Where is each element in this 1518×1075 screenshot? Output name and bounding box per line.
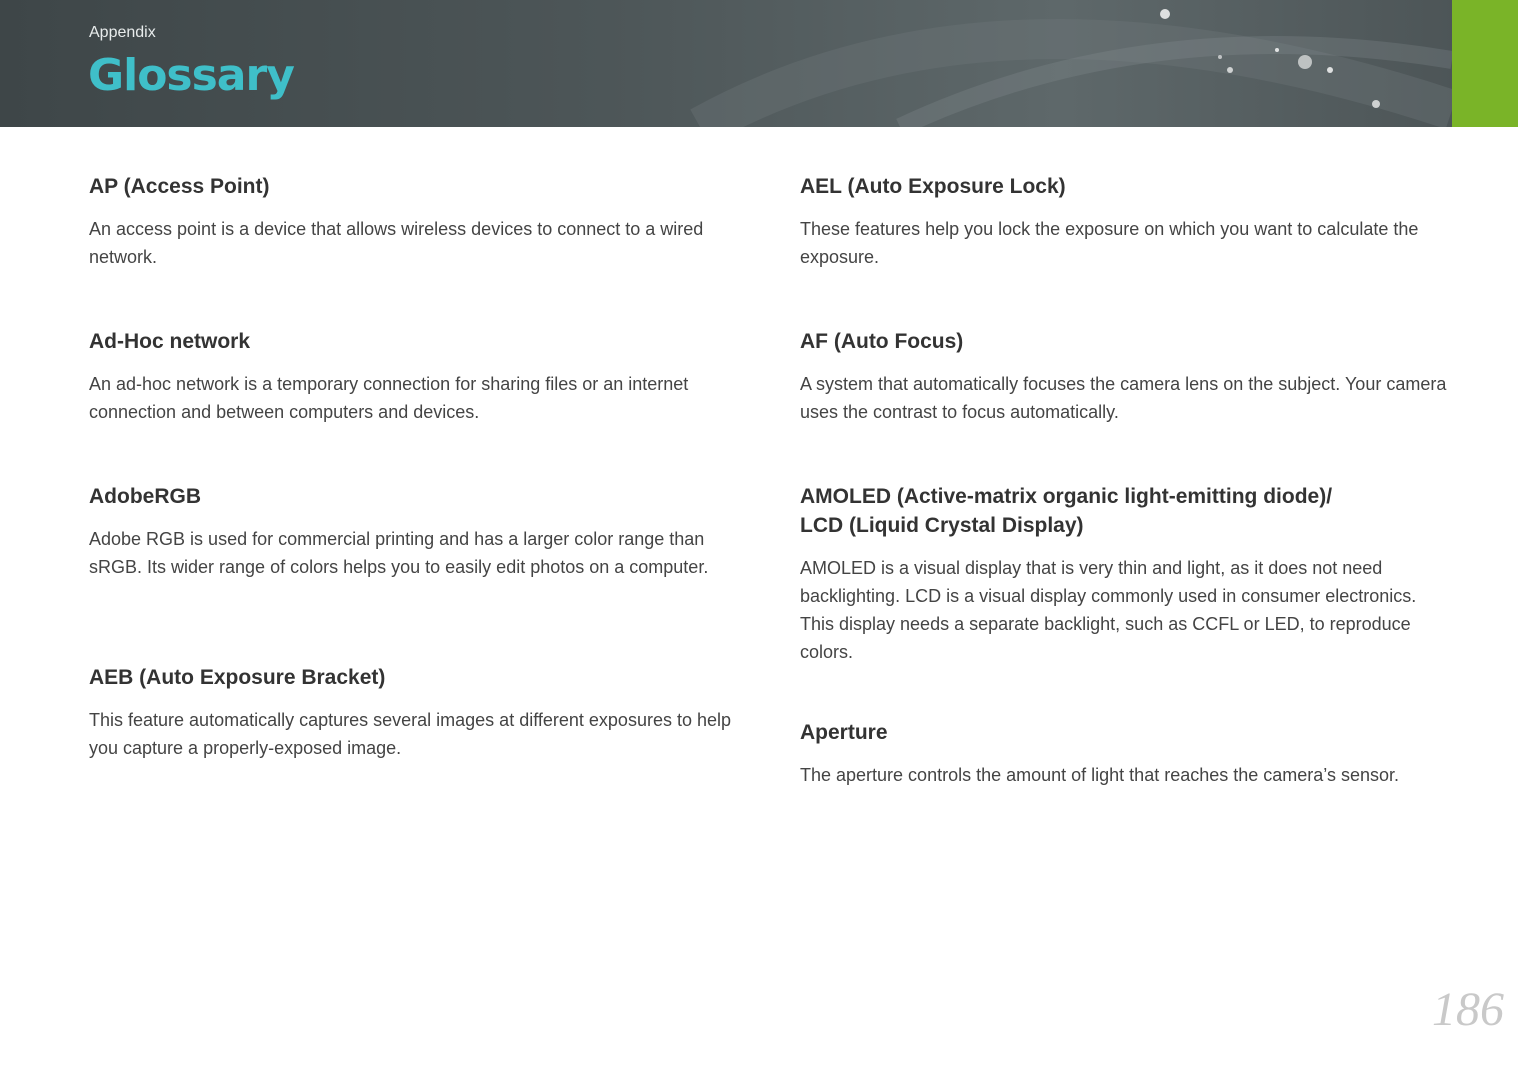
term-title: AdobeRGB [89,485,201,508]
term-description: AMOLED is a visual display that is very thin and light, as it does not need backlighting. LCD is a visual display commonly used in consumer electronics. This display needs a separate backlight, such as CCFL or LED, to reproduce colors. [800,558,1417,662]
glossary-entry [89,327,739,482]
term-title: AF (Auto Focus) [800,330,964,353]
term-title: AEB (Auto Exposure Bracket) [89,666,386,689]
term-title: AP (Access Point) [89,175,270,198]
glossary-entry [89,482,739,663]
term-title: AEL (Auto Exposure Lock) [800,175,1066,198]
glossary-entry [800,718,1450,789]
page-title: Glossary [88,50,294,101]
glossary-entry [800,327,1450,482]
term-title: Ad-Hoc network [89,330,251,353]
page-header [0,0,1518,127]
chapter-tab [1452,0,1518,127]
glossary-entry [89,172,739,327]
term-description: This feature automatically captures several images at different exposures to help you capture a properly-exposed image. [89,710,732,758]
term-description: Adobe RGB is used for commercial printing and has a larger color range than sRGB. Its wider range of colors helps you to easily edit photos on a computer. [89,529,709,577]
left-column [89,172,739,762]
term-description: These features help you lock the exposure on which you want to calculate the exposure. [800,219,1419,267]
page-number: 186 [1432,983,1504,1036]
term-title: AMOLED (Active-matrix organic light-emitting diode)/ LCD (Liquid Crystal Display) [800,485,1333,537]
term-description: The aperture controls the amount of light that reaches the camera’s sensor. [800,765,1400,785]
glossary-entry [800,172,1450,327]
term-title: Aperture [800,721,888,744]
term-description: An ad-hoc network is a temporary connection for sharing files or an internet connection and between computers and devices. [89,374,689,422]
section-label: Appendix [89,24,156,41]
term-description: An access point is a device that allows wireless devices to connect to a wired network. [89,219,704,267]
term-description: A system that automatically focuses the camera lens on the subject. Your camera uses the contrast to focus automatically. [800,374,1447,422]
right-column [800,172,1450,789]
glossary-entry [89,663,739,762]
glossary-entry [800,482,1450,718]
